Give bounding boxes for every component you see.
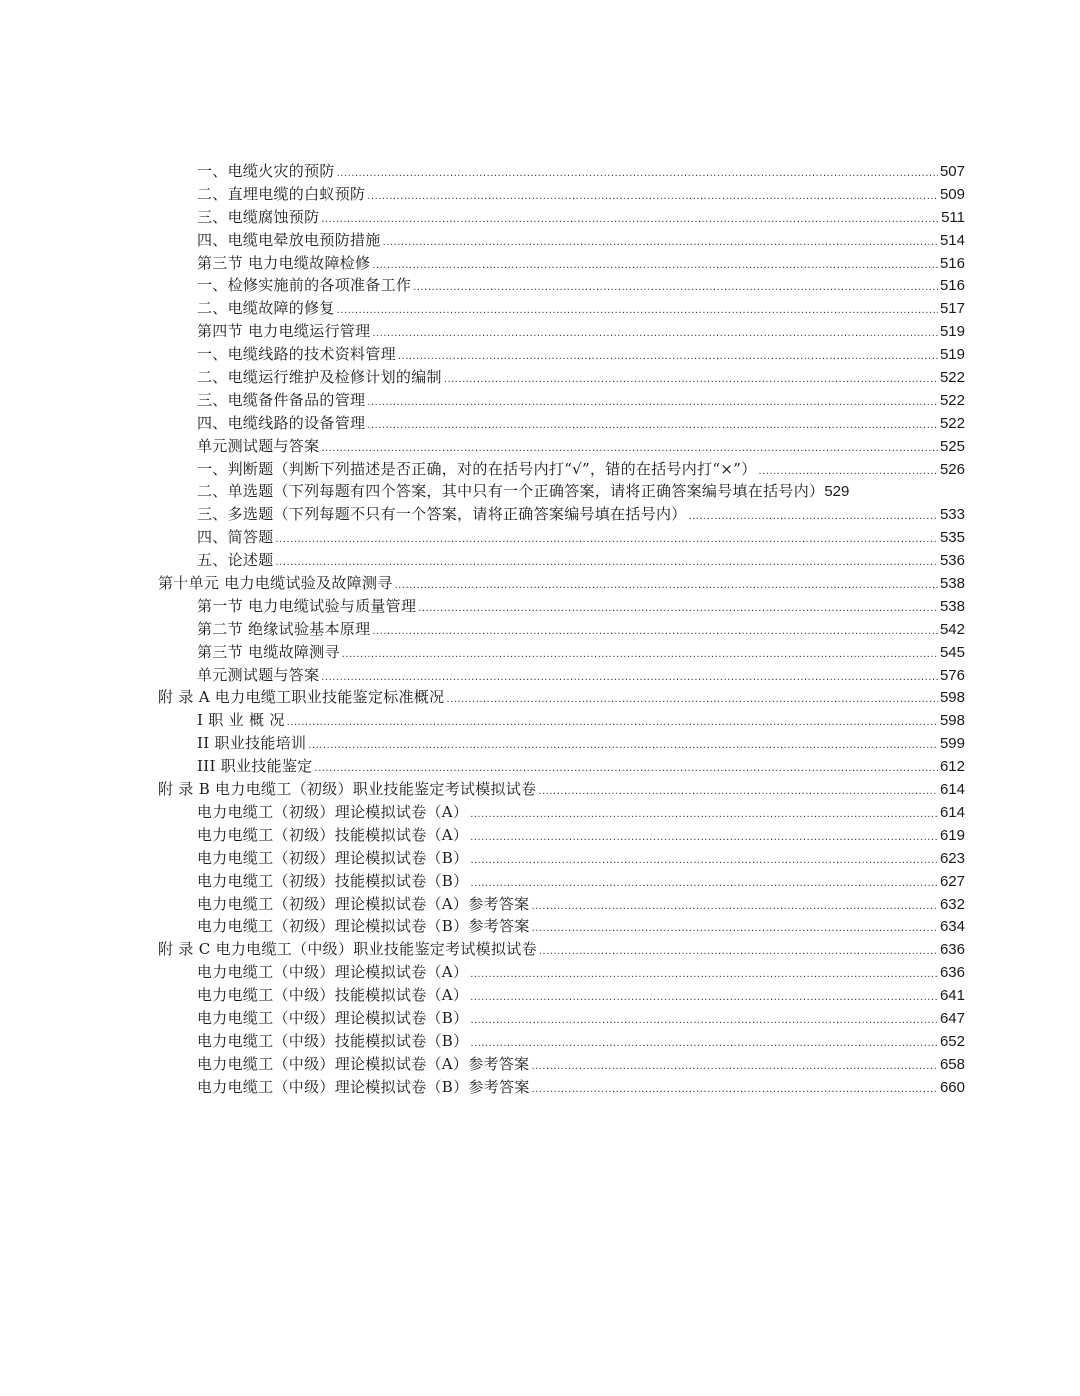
- toc-entry[interactable]: [158, 709, 965, 732]
- toc-entry[interactable]: [158, 320, 965, 343]
- toc-entry-page-number: 619: [939, 826, 965, 844]
- toc-entry-title: 一、电缆火灾的预防: [197, 162, 335, 180]
- toc-entry[interactable]: [158, 824, 965, 847]
- dot-leader: [315, 757, 938, 780]
- toc-entry[interactable]: [158, 503, 965, 526]
- toc-entry[interactable]: [158, 961, 965, 984]
- toc-entry-title: 单元测试题与答案: [197, 665, 320, 684]
- toc-entry-title: 电力电缆工（中级）理论模拟试卷（B）参考答案: [197, 1077, 530, 1096]
- toc-entry[interactable]: [158, 343, 965, 366]
- toc-entry-title: 电力电缆工（初级）技能模拟试卷（A）: [197, 825, 469, 844]
- dot-leader: [383, 231, 938, 254]
- toc-entry-page-number: 516: [939, 277, 965, 295]
- toc-entry-title: 一、检修实施前的各项准备工作: [197, 276, 412, 295]
- toc-entry[interactable]: [158, 526, 965, 549]
- toc-entry-title: 电力电缆工（中级）技能模拟试卷（A）: [197, 986, 469, 1005]
- toc-entry-page-number: 511: [941, 208, 965, 226]
- toc-entry-page-number: 514: [939, 231, 965, 249]
- dot-leader: [531, 895, 938, 918]
- table-of-contents: [158, 160, 965, 1099]
- toc-entry[interactable]: [158, 664, 965, 687]
- toc-entry-title: 单元测试题与答案: [197, 436, 320, 455]
- toc-entry-page-number: 522: [939, 414, 965, 432]
- toc-entry[interactable]: [158, 480, 965, 503]
- toc-entry-page-number: 545: [939, 643, 965, 661]
- toc-entry-page-number: 535: [939, 529, 965, 547]
- dot-leader: [532, 917, 938, 940]
- toc-entry-title: 二、单选题（下列每题有四个答案，其中只有一个正确答案，请将正确答案编号填在括号内）: [197, 482, 825, 501]
- toc-entry-title: 五、论述题: [197, 551, 274, 570]
- toc-entry-title: 电力电缆工（初级）技能模拟试卷（B）: [197, 871, 469, 890]
- dot-leader: [470, 963, 938, 986]
- toc-entry-page-number: 529: [824, 483, 850, 501]
- dot-leader: [470, 1009, 938, 1032]
- dot-leader: [470, 849, 938, 872]
- toc-entry[interactable]: [158, 1076, 965, 1099]
- toc-entry-page-number: 634: [939, 918, 965, 936]
- toc-entry-page-number: 576: [939, 666, 965, 684]
- dot-leader: [367, 185, 938, 208]
- dot-leader: [418, 597, 938, 620]
- toc-entry-page-number: 598: [939, 712, 965, 730]
- toc-entry[interactable]: [158, 755, 965, 778]
- toc-entry-title: 电力电缆工（初级）理论模拟试卷（B）参考答案: [197, 917, 530, 936]
- toc-entry-title: 电力电缆工（初级）理论模拟试卷（B）: [197, 848, 469, 867]
- dot-leader: [367, 414, 938, 437]
- toc-entry[interactable]: [158, 870, 965, 893]
- toc-entry[interactable]: [158, 984, 965, 1007]
- toc-entry-page-number: 525: [939, 437, 965, 455]
- toc-entry-title: 四、电缆电晕放电预防措施: [197, 230, 381, 249]
- dot-leader: [532, 1078, 938, 1101]
- toc-entry-page-number: 598: [939, 689, 965, 707]
- dot-leader: [689, 505, 938, 528]
- dot-leader: [413, 276, 938, 299]
- toc-entry-page-number: 538: [939, 597, 965, 615]
- toc-entry-title: 电力电缆工（初级）理论模拟试卷（A）: [197, 802, 469, 821]
- toc-entry-page-number: 522: [939, 369, 965, 387]
- toc-entry-page-number: 519: [939, 323, 965, 341]
- dot-leader: [372, 620, 938, 643]
- toc-entry[interactable]: [158, 938, 965, 961]
- dot-leader: [531, 1055, 938, 1078]
- toc-entry[interactable]: [158, 686, 965, 709]
- toc-entry-page-number: 658: [939, 1055, 965, 1073]
- toc-entry-page-number: 536: [939, 552, 965, 570]
- toc-entry-page-number: 612: [939, 758, 965, 776]
- dot-leader: [538, 780, 938, 803]
- toc-entry[interactable]: [158, 435, 965, 458]
- toc-entry[interactable]: [158, 595, 965, 618]
- toc-entry-page-number: 517: [939, 300, 965, 318]
- toc-entry-title: 电力电缆工（中级）理论模拟试卷（A）参考答案: [197, 1054, 530, 1073]
- toc-entry-title: I 职 业 概 况: [197, 711, 285, 730]
- dot-leader: [470, 872, 938, 895]
- toc-entry-title: 电力电缆工（中级）技能模拟试卷（B）: [197, 1031, 469, 1050]
- toc-entry[interactable]: [158, 412, 965, 435]
- toc-entry-page-number: 507: [939, 163, 965, 180]
- toc-entry[interactable]: [158, 893, 965, 916]
- toc-entry-page-number: 647: [939, 1009, 965, 1027]
- toc-entry-page-number: 614: [939, 781, 965, 799]
- dot-leader: [444, 368, 938, 391]
- toc-entry-page-number: 636: [939, 941, 965, 959]
- toc-entry-title: 四、电缆线路的设备管理: [197, 413, 366, 432]
- toc-entry-title: 一、电缆线路的技术资料管理: [197, 345, 396, 364]
- toc-entry-page-number: 627: [939, 872, 965, 890]
- toc-entry-title: 第三节 电缆故障测寻: [197, 642, 340, 661]
- toc-entry-page-number: 641: [939, 987, 965, 1005]
- toc-entry-page-number: 522: [939, 391, 965, 409]
- toc-entry[interactable]: [158, 458, 965, 481]
- dot-leader: [342, 643, 938, 666]
- toc-entry[interactable]: [158, 160, 965, 183]
- toc-entry-page-number: 652: [939, 1032, 965, 1050]
- dot-leader: [308, 734, 938, 757]
- toc-entry[interactable]: [158, 252, 965, 275]
- toc-entry[interactable]: [158, 732, 965, 755]
- toc-entry-page-number: 509: [939, 185, 965, 203]
- toc-entry-title: 三、电缆备件备品的管理: [197, 390, 366, 409]
- dot-leader: [287, 711, 938, 734]
- dot-leader: [321, 666, 938, 689]
- toc-entry[interactable]: [158, 183, 965, 206]
- dot-leader: [337, 162, 938, 185]
- toc-entry-title: 第四节 电力电缆运行管理: [197, 322, 371, 341]
- toc-entry[interactable]: [158, 549, 965, 572]
- dot-leader: [367, 391, 938, 414]
- toc-entry-page-number: 526: [939, 460, 965, 478]
- toc-entry[interactable]: [158, 229, 965, 252]
- dot-leader: [470, 826, 938, 849]
- toc-entry-title: 第一节 电力电缆试验与质量管理: [197, 596, 417, 615]
- dot-leader: [470, 803, 938, 826]
- toc-entry-title: 二、电缆故障的修复: [197, 299, 335, 318]
- toc-entry-title: 电力电缆工（初级）理论模拟试卷（A）参考答案: [197, 894, 530, 913]
- toc-entry[interactable]: [158, 1053, 965, 1076]
- toc-entry-page-number: 542: [939, 620, 965, 638]
- toc-entry[interactable]: [158, 1030, 965, 1053]
- toc-entry-page-number: 636: [939, 964, 965, 982]
- toc-entry[interactable]: [158, 297, 965, 320]
- dot-leader: [372, 322, 938, 345]
- dot-leader: [470, 1032, 938, 1055]
- dot-leader: [337, 299, 938, 322]
- toc-entry-title: II 职业技能培训: [197, 734, 307, 753]
- dot-leader: [372, 254, 938, 277]
- toc-entry-title: 第二节 绝缘试验基本原理: [197, 619, 371, 638]
- toc-entry-title: 第十单元 电力电缆试验及故障测寻: [158, 574, 393, 593]
- toc-entry-title: 附 录 C 电力电缆工（中级）职业技能鉴定考试模拟试卷: [158, 940, 537, 959]
- dot-leader: [446, 688, 938, 711]
- toc-entry[interactable]: [158, 1007, 965, 1030]
- dot-leader: [321, 208, 939, 231]
- toc-entry-title: 电力电缆工（中级）理论模拟试卷（A）: [197, 963, 469, 982]
- dot-leader: [276, 551, 938, 574]
- toc-entry-title: 三、多选题（下列每题不只有一个答案，请将正确答案编号填在括号内）: [197, 505, 687, 524]
- dot-leader: [398, 345, 938, 368]
- toc-entry-title: 四、简答题: [197, 528, 274, 547]
- toc-entry[interactable]: [158, 778, 965, 801]
- toc-entry-page-number: 660: [939, 1078, 965, 1096]
- toc-entry-page-number: 632: [939, 895, 965, 913]
- toc-entry[interactable]: [158, 206, 965, 229]
- toc-entry-page-number: 538: [939, 575, 965, 593]
- toc-entry-title: 附 录 A 电力电缆工职业技能鉴定标准概况: [158, 688, 445, 707]
- toc-entry-title: 二、电缆运行维护及检修计划的编制: [197, 368, 442, 387]
- toc-entry-title: 三、电缆腐蚀预防: [197, 207, 320, 226]
- toc-entry-page-number: 519: [939, 346, 965, 364]
- toc-entry[interactable]: [158, 366, 965, 389]
- dot-leader: [470, 986, 938, 1009]
- toc-entry-title: 附 录 B 电力电缆工（初级）职业技能鉴定考试模拟试卷: [158, 780, 537, 799]
- toc-entry[interactable]: [158, 618, 965, 641]
- toc-entry[interactable]: [158, 641, 965, 664]
- dot-leader: [321, 437, 938, 460]
- toc-entry-page-number: 533: [939, 506, 965, 524]
- toc-entry-page-number: 599: [939, 735, 965, 753]
- toc-entry[interactable]: [158, 915, 965, 938]
- toc-entry[interactable]: [158, 274, 965, 297]
- toc-entry-title: 电力电缆工（中级）理论模拟试卷（B）: [197, 1008, 469, 1027]
- toc-entry-page-number: 623: [939, 849, 965, 867]
- dot-leader: [539, 940, 938, 963]
- dot-leader: [759, 460, 938, 483]
- dot-leader: [395, 574, 938, 597]
- toc-entry[interactable]: [158, 389, 965, 412]
- toc-entry-title: 一、判断题（判断下列描述是否正确，对的在括号内打“√”，错的在括号内打“×”）: [197, 459, 757, 478]
- toc-entry-page-number: 516: [939, 254, 965, 272]
- toc-entry-title: III 职业技能鉴定: [197, 757, 313, 776]
- toc-entry-title: 第三节 电力电缆故障检修: [197, 253, 371, 272]
- toc-entry-title: 二、直埋电缆的白蚁预防: [197, 184, 366, 203]
- toc-entry[interactable]: [158, 572, 965, 595]
- dot-leader: [276, 528, 938, 551]
- toc-entry[interactable]: [158, 801, 965, 824]
- toc-entry-page-number: 614: [939, 803, 965, 821]
- toc-entry[interactable]: [158, 847, 965, 870]
